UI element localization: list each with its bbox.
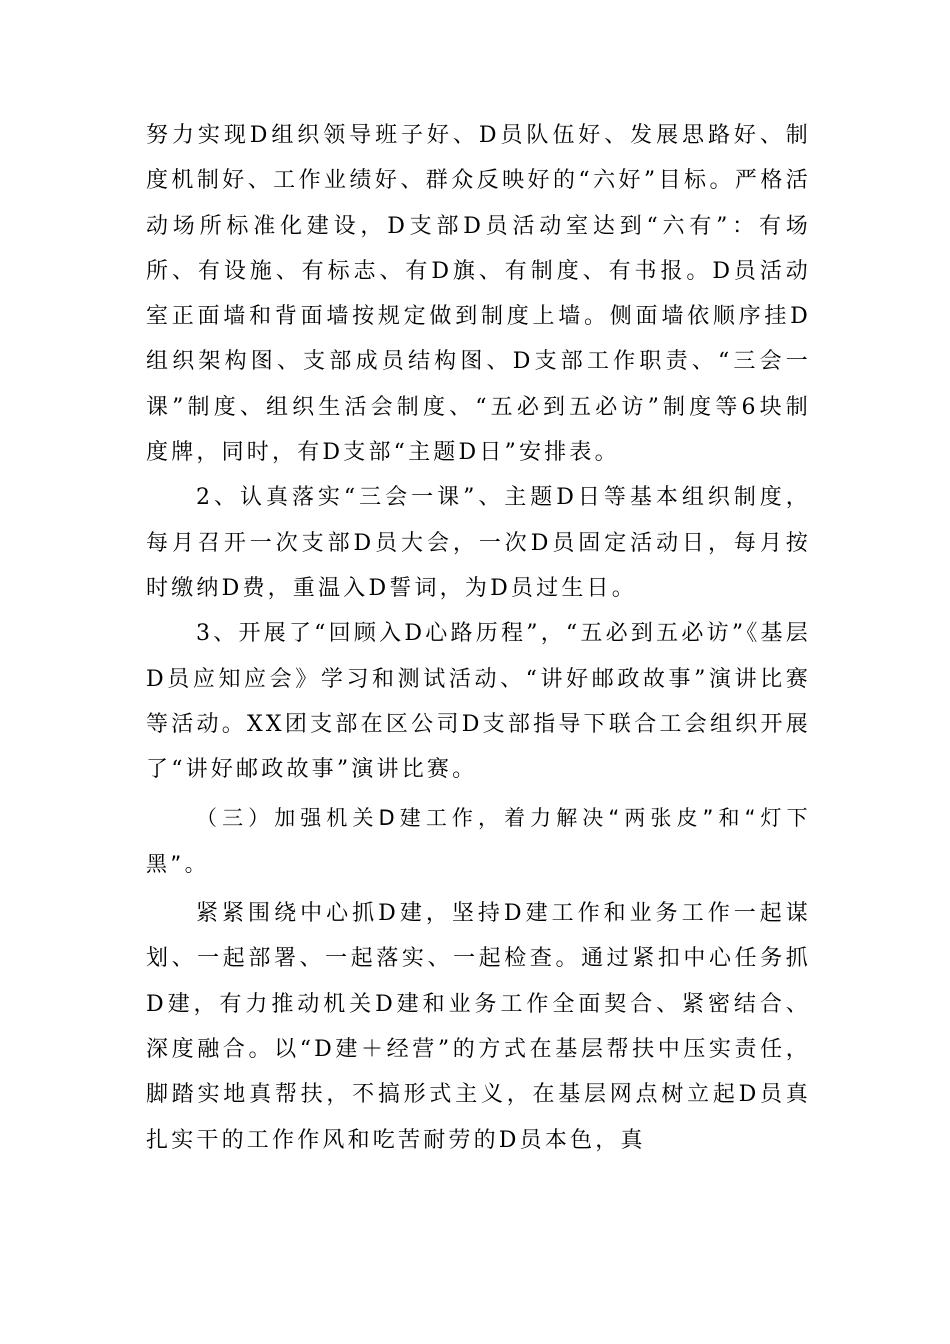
paragraph-center-work: 紧紧围绕中心抓D建，坚持D建工作和业务工作一起谋划、一起部署、一起落实、一起检查。通过紧扣中心任务抓D建，有力推动机关D建和业务工作全面契合、紧密结合、深度融合。以“D建＋经营”的方式在基层帮扶中压实责任，脚踏实地真帮扶，不搞形式主义，在基层网点树立起D员真扎实干的工作作风和吃苦耐劳的D员本色，真 bbox=[146, 901, 811, 1153]
section-heading-three: （三）加强机关D建工作，着力解决“两张皮”和“灯下黑”。 bbox=[146, 806, 811, 876]
paragraph-item-3: 3、开展了“回顾入D心路历程”，“五必到五必访”《基层D员应知应会》学习和测试活动、“讲好邮政故事”演讲比赛等活动。XX团支部在区公司D支部指导下联合工会组织开展了“讲好邮政故事”演讲比赛。 bbox=[146, 621, 811, 783]
paragraph-six-goods: 努力实现D组织领导班子好、D员队伍好、发展思路好、制度机制好、工作业绩好、群众反映好的“六好”目标。严格活动场所标准化建设，D支部D员活动室达到“六有”：有场所、有设施、有标志、有D旗、有制度、有书报。D员活动室正面墙和背面墙按规定做到制度上墙。侧面墙依顺序挂D组织架构图、支部成员结构图、D支部工作职责、“三会一课”制度、组织生活会制度、“五必到五必访”制度等6块制度牌，同时，有D支部“主题D日”安排表。 bbox=[146, 123, 811, 466]
document-body bbox=[146, 113, 811, 1163]
paragraph-item-2: 2、认真落实“三会一课”、主题D日等基本组织制度，每月召开一次支部D员大会，一次D员固定活动日，每月按时缴纳D费，重温入D誓词，为D员过生日。 bbox=[146, 485, 811, 601]
